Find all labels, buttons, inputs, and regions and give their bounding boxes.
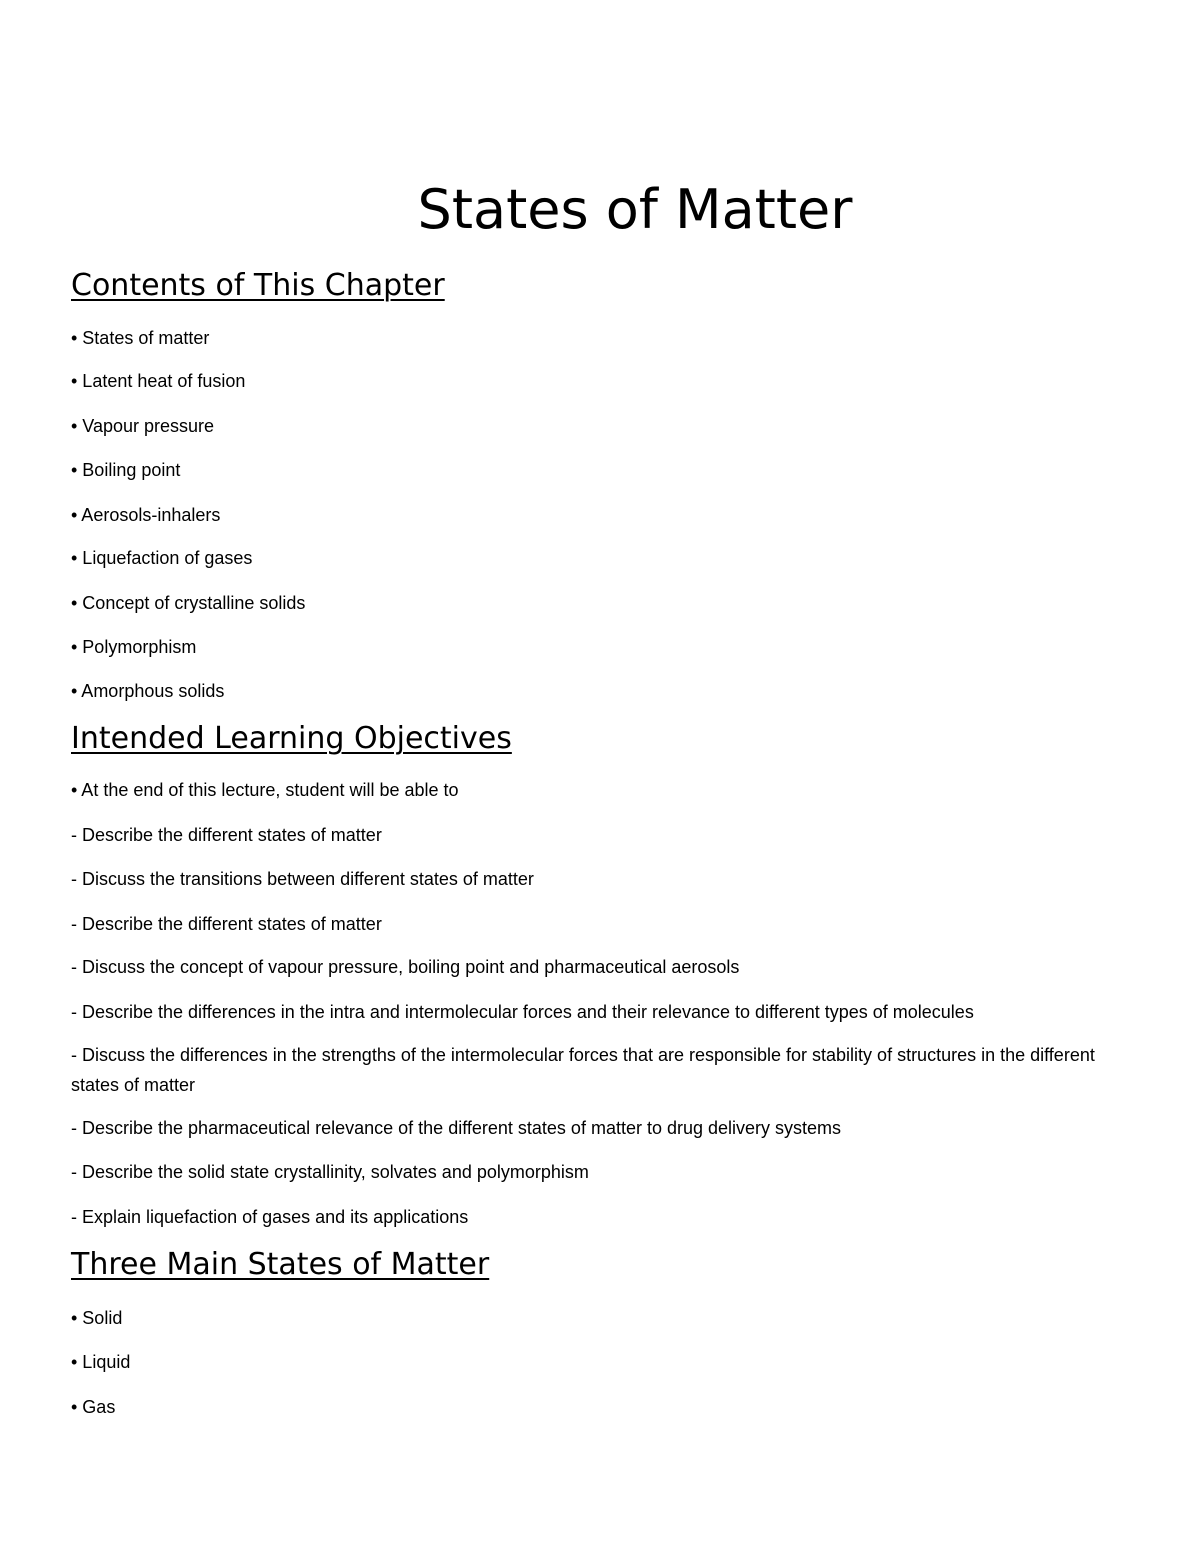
list-item: - Describe the solid state crystallinity, solvates and polymorphism [71,1162,589,1182]
list-item: • Concept of crystalline solids [71,593,306,613]
section-heading-objectives: Intended Learning Objectives [71,721,512,756]
list-item: • Latent heat of fusion [71,371,246,391]
list-item: • At the end of this lecture, student will be able to [71,780,459,800]
list-item: • Solid [71,1308,123,1328]
document-title: States of Matter [417,178,853,241]
list-item: - Explain liquefaction of gases and its applications [71,1207,469,1227]
list-item: • Polymorphism [71,637,197,657]
list-item: - Discuss the concept of vapour pressure, boiling point and pharmaceutical aerosols [71,957,740,977]
list-item: • Vapour pressure [71,416,215,436]
list-item: - Describe the different states of matter [71,914,382,934]
list-item: • Aerosols-inhalers [71,505,221,525]
list-item: • Gas [71,1397,116,1417]
list-item: • States of matter [71,328,210,348]
list-item: - Discuss the transitions between different states of matter [71,869,534,889]
section-heading-contents: Contents of This Chapter [71,268,445,303]
list-item: • Liquid [71,1352,131,1372]
list-item: • Amorphous solids [71,681,225,701]
section-heading-three-states: Three Main States of Matter [71,1247,490,1282]
list-item: - Describe the pharmaceutical relevance of the different states of matter to drug delivery systems [71,1118,842,1138]
list-item: - Describe the different states of matter [71,825,382,845]
list-item: - Discuss the differences in the strengths of the intermolecular forces that are responsible for stability of structures in the different states of matter [71,1045,1095,1095]
list-item: • Boiling point [71,460,181,480]
list-item: • Liquefaction of gases [71,548,253,568]
list-item: - Describe the differences in the intra and intermolecular forces and their relevance to different types of molecules [71,1002,974,1022]
